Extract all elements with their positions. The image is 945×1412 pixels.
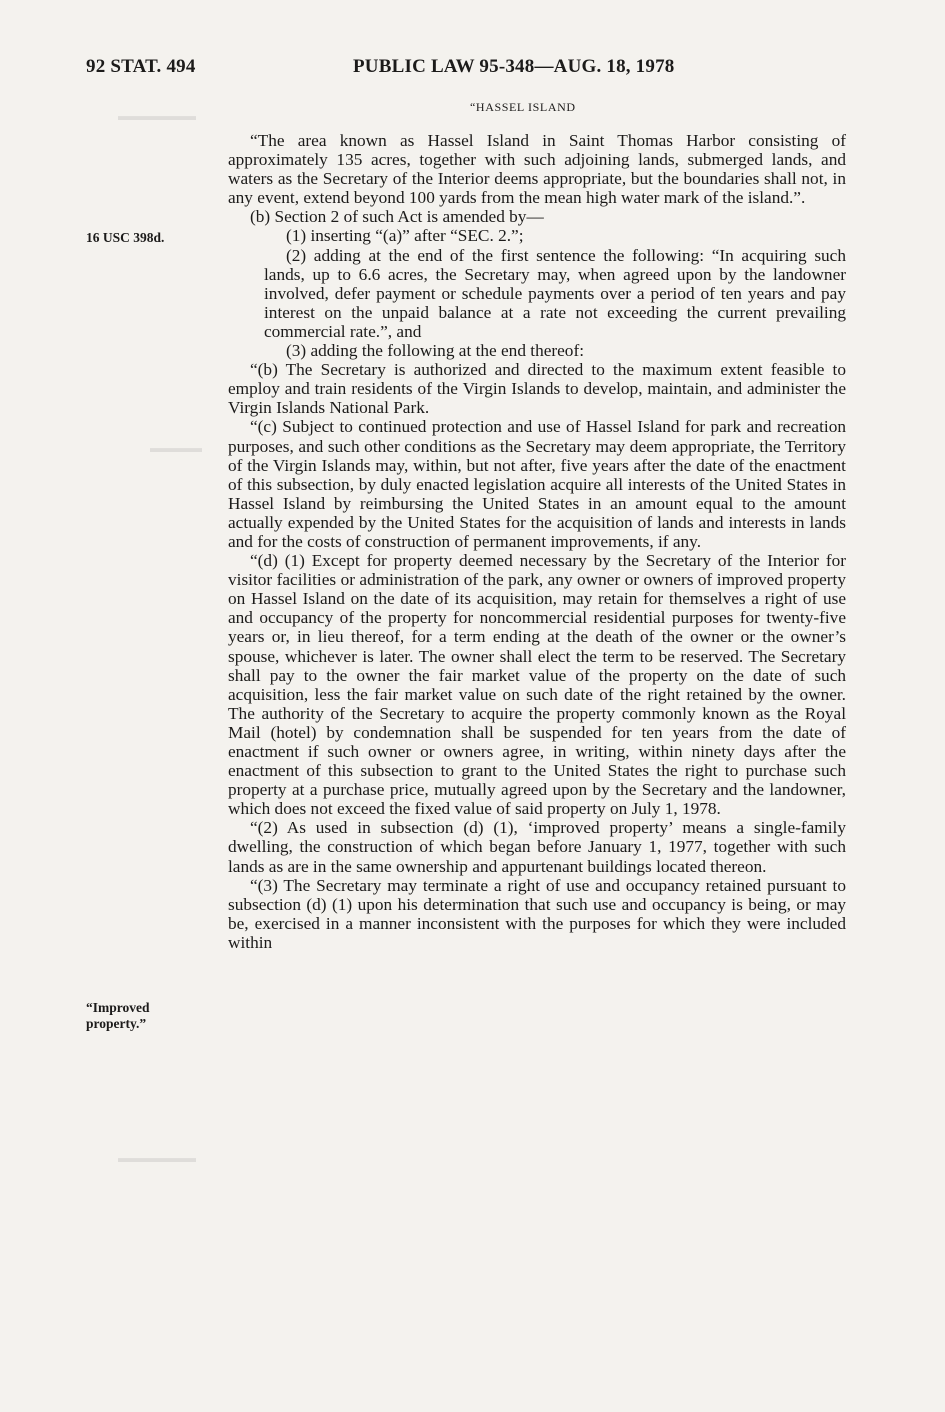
paragraph-item-3: (3) adding the following at the end thereof: xyxy=(286,341,585,361)
margin-note-usc xyxy=(86,230,164,246)
paragraph-subsection-d3: “(3) The Secretary may terminate a right of use and occupancy retained pursuant to subsection (d) (1) upon his determination that such use and occupancy is being, or may be, exercised in a manner inconsistent with the purposes for which they were included within xyxy=(228,875,846,952)
paragraph-subsection-b: “(b) The Secretary is authorized and directed to the maximum extent feasible to employ and train residents of the Virgin Islands to develop, maintain, and administer the Virgin Islands National Park. xyxy=(228,360,846,418)
page-reference: 92 STAT. 494 xyxy=(86,56,196,77)
law-title: PUBLIC LAW 95-348—AUG. 18, 1978 xyxy=(353,56,675,77)
margin-note-line: property.” xyxy=(86,1016,147,1031)
paragraph-item-1: (1) inserting “(a)” after “SEC. 2.”; xyxy=(286,226,524,246)
bleed-through-mark: ▬▬▬▬ xyxy=(150,440,202,455)
bleed-through-mark: ▬▬▬▬▬▬ xyxy=(118,108,196,123)
section-heading: “HASSEL ISLAND xyxy=(470,100,576,114)
margin-note-line: “Improved xyxy=(86,1000,150,1015)
paragraph-section-b: (b) Section 2 of such Act is amended by— xyxy=(250,207,544,227)
paragraph-subsection-d1: “(d) (1) Except for property deemed necessary by the Secretary of the Interior for visitor facilities or administration of the park, any owner or owners of improved property on Hassel Island on the date of its acquisition, may retain for themselves a right of use and occupancy of the property for noncommercial residential purposes for twenty-five years or, in lieu thereof, for a term ending at the death of the owner or the owner’s spouse, whichever is later. The owner shall elect the term to be reserved. The Secretary shall pay to the owner the fair market value of the property on the date of such acquisition, less the fair market value on such date of the right retained by the owner. The authority of the Secretary to acquire the property commonly known as the Royal Mail (hotel) by condemnation shall be suspended for ten years from the date of enactment if such owner or owners agree, in writing, within ninety days after the enactment of this subsection to grant to the United States the right to purchase such property at a purchase price, mutually agreed upon by the Secretary and the landowner, which does not exceed the fixed value of said property on July 1, 1978. xyxy=(228,551,846,819)
margin-note-usc-text: 16 USC 398d. xyxy=(86,230,165,245)
paragraph-subsection-d2: “(2) As used in subsection (d) (1), ‘improved property’ means a single-family dwelling, the construction of which began before January 1, 1977, together with such lands as are in the same ownership and appurtenant buildings located thereon. xyxy=(228,818,846,876)
paragraph-item-2: (2) adding at the end of the first sentence the following: “In acquiring such lands, up to 6.6 acres, the Secretary may, when agreed upon by the landowner involved, defer payment or schedule payments over a period of ten years and pay interest on the unpaid balance at a rate not exceeding the current prevailing commercial rate.”, and xyxy=(264,245,846,341)
body-text xyxy=(228,131,846,952)
paragraph-subsection-c: “(c) Subject to continued protection and use of Hassel Island for park and recreation purposes, and such other conditions as the Secretary may deem appropriate, the Territory of the Virgin Islands may, within, but not after, five years after the date of the enactment of this subsection, by duly enacted legislation acquire all interests of the United States in Hassel Island by reimbursing the United States in an amount equal to the amount actually expended by the United States for the acquisition of lands and interests in lands and for the costs of construction of permanent improvements, if any. xyxy=(228,417,846,551)
paragraph-hassel-area: “The area known as Hassel Island in Saint Thomas Harbor consisting of approximately 135 acres, together with such adjoining lands, submerged lands, and waters as the Secretary of the Interior deems appropriate, but the boundaries shall not, in any event, extend beyond 100 yards from the mean high water mark of the island.”. xyxy=(228,131,846,208)
margin-note-improved-property xyxy=(86,1000,150,1032)
bleed-through-mark: ▬▬▬▬▬▬ xyxy=(118,1150,196,1165)
